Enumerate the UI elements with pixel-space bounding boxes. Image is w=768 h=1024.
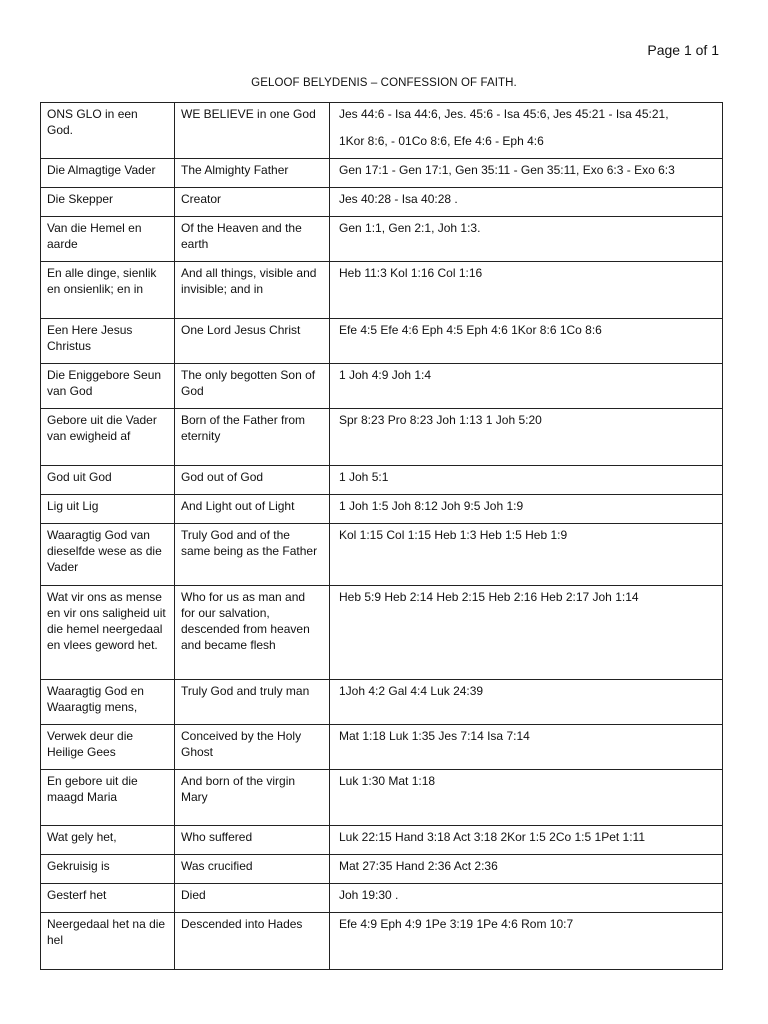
scripture-reference-cell (330, 159, 723, 188)
english-cell: Died (175, 884, 330, 913)
table-row (41, 586, 723, 680)
scripture-reference-cell (330, 409, 723, 466)
afrikaans-cell: ONS GLO in een God. (41, 103, 175, 159)
scripture-reference: Heb 5:9 Heb 2:14 Heb 2:15 Heb 2:16 Heb 2:17 Joh 1:14 (339, 590, 639, 604)
english-cell: Truly God and truly man (175, 680, 330, 725)
afrikaans-cell: Gebore uit die Vader van ewigheid af (41, 409, 175, 466)
table-row (41, 884, 723, 913)
english-cell: Conceived by the Holy Ghost (175, 725, 330, 770)
scripture-reference: Joh 19:30 . (339, 888, 399, 902)
afrikaans-cell: Waaragtig God en Waaragtig mens, (41, 680, 175, 725)
table-row (41, 409, 723, 466)
table-row (41, 159, 723, 188)
english-cell: And all things, visible and invisible; and in (175, 262, 330, 319)
table-row (41, 725, 723, 770)
english-cell: And born of the virgin Mary (175, 770, 330, 826)
english-cell: And Light out of Light (175, 495, 330, 524)
afrikaans-cell: Die Almagtige Vader (41, 159, 175, 188)
table-row (41, 103, 723, 159)
scripture-reference: Efe 4:9 Eph 4:9 1Pe 3:19 1Pe 4:6 Rom 10:7 (339, 917, 574, 931)
afrikaans-cell: Verwek deur die Heilige Gees (41, 725, 175, 770)
scripture-reference: 1 Joh 4:9 Joh 1:4 (339, 368, 432, 382)
english-cell: Creator (175, 188, 330, 217)
english-cell: Truly God and of the same being as the Father (175, 524, 330, 586)
english-cell: Who suffered (175, 826, 330, 855)
english-cell: Born of the Father from eternity (175, 409, 330, 466)
scripture-reference: Luk 22:15 Hand 3:18 Act 3:18 2Kor 1:5 2Co 1:5 1Pet 1:11 (339, 830, 645, 844)
scripture-reference-cell (330, 103, 723, 159)
scripture-reference-cell (330, 826, 723, 855)
afrikaans-cell: God uit God (41, 466, 175, 495)
scripture-reference: Efe 4:5 Efe 4:6 Eph 4:5 Eph 4:6 1Kor 8:6 1Co 8:6 (339, 323, 602, 337)
scripture-reference: 1 Joh 5:1 (339, 470, 389, 484)
english-cell: Who for us as man and for our salvation, descended from heaven and became flesh (175, 586, 330, 680)
scripture-reference-cell (330, 913, 723, 970)
table-row (41, 364, 723, 409)
page-number: Page 1 of 1 (647, 42, 719, 58)
scripture-reference-cell (330, 586, 723, 680)
english-cell: The only begotten Son of God (175, 364, 330, 409)
scripture-reference: 1 Joh 1:5 Joh 8:12 Joh 9:5 Joh 1:9 (339, 499, 524, 513)
table-row (41, 855, 723, 884)
english-cell: Was crucified (175, 855, 330, 884)
afrikaans-cell: Een Here Jesus Christus (41, 319, 175, 364)
scripture-reference-cell (330, 495, 723, 524)
scripture-reference: 1Kor 8:6, - 01Co 8:6, Efe 4:6 - Eph 4:6 (339, 134, 544, 148)
english-cell: Descended into Hades (175, 913, 330, 970)
scripture-reference-cell (330, 319, 723, 364)
scripture-reference: Heb 11:3 Kol 1:16 Col 1:16 (339, 266, 483, 280)
english-cell: The Almighty Father (175, 159, 330, 188)
english-cell: Of the Heaven and the earth (175, 217, 330, 262)
scripture-reference-cell (330, 725, 723, 770)
scripture-reference: Gen 1:1, Gen 2:1, Joh 1:3. (339, 221, 481, 235)
table-row (41, 826, 723, 855)
scripture-reference: Spr 8:23 Pro 8:23 Joh 1:13 1 Joh 5:20 (339, 413, 542, 427)
scripture-reference: Kol 1:15 Col 1:15 Heb 1:3 Heb 1:5 Heb 1:9 (339, 528, 568, 542)
scripture-reference-cell (330, 524, 723, 586)
afrikaans-cell: Die Eniggebore Seun van God (41, 364, 175, 409)
table-row (41, 217, 723, 262)
scripture-reference: Mat 27:35 Hand 2:36 Act 2:36 (339, 859, 498, 873)
table-row (41, 188, 723, 217)
afrikaans-cell: Neergedaal het na die hel (41, 913, 175, 970)
scripture-reference-cell (330, 884, 723, 913)
scripture-reference-cell (330, 217, 723, 262)
afrikaans-cell: Van die Hemel en aarde (41, 217, 175, 262)
scripture-reference-cell (330, 466, 723, 495)
scripture-reference: Jes 44:6 - Isa 44:6, Jes. 45:6 - Isa 45:6, Jes 45:21 - Isa 45:21, (339, 107, 669, 121)
table-row (41, 524, 723, 586)
document-title: GELOOF BELYDENIS – CONFESSION OF FAITH. (251, 77, 517, 89)
scripture-reference-cell (330, 364, 723, 409)
table-row (41, 913, 723, 970)
scripture-reference-cell (330, 770, 723, 826)
confession-table (40, 102, 723, 970)
scripture-reference: Mat 1:18 Luk 1:35 Jes 7:14 Isa 7:14 (339, 729, 530, 743)
afrikaans-cell: Die Skepper (41, 188, 175, 217)
afrikaans-cell: Wat gely het, (41, 826, 175, 855)
scripture-reference: Jes 40:28 - Isa 40:28 . (339, 192, 458, 206)
afrikaans-cell: En gebore uit die maagd Maria (41, 770, 175, 826)
scripture-reference-cell (330, 262, 723, 319)
table-row (41, 319, 723, 364)
english-cell: God out of God (175, 466, 330, 495)
table-row (41, 680, 723, 725)
afrikaans-cell: Gesterf het (41, 884, 175, 913)
table-row (41, 495, 723, 524)
table-row (41, 770, 723, 826)
scripture-reference: Luk 1:30 Mat 1:18 (339, 774, 436, 788)
afrikaans-cell: Wat vir ons as mense en vir ons saligheid uit die hemel neergedaal en vlees geword het. (41, 586, 175, 680)
afrikaans-cell: En alle dinge, sienlik en onsienlik; en in (41, 262, 175, 319)
scripture-reference: 1Joh 4:2 Gal 4:4 Luk 24:39 (339, 684, 484, 698)
afrikaans-cell: Gekruisig is (41, 855, 175, 884)
afrikaans-cell: Waaragtig God van dieselfde wese as die Vader (41, 524, 175, 586)
scripture-reference-cell (330, 188, 723, 217)
scripture-reference: Gen 17:1 - Gen 17:1, Gen 35:11 - Gen 35:11, Exo 6:3 - Exo 6:3 (339, 163, 675, 177)
english-cell: One Lord Jesus Christ (175, 319, 330, 364)
scripture-reference-cell (330, 855, 723, 884)
english-cell: WE BELIEVE in one God (175, 103, 330, 159)
scripture-reference-cell (330, 680, 723, 725)
table-row (41, 466, 723, 495)
table-row (41, 262, 723, 319)
afrikaans-cell: Lig uit Lig (41, 495, 175, 524)
